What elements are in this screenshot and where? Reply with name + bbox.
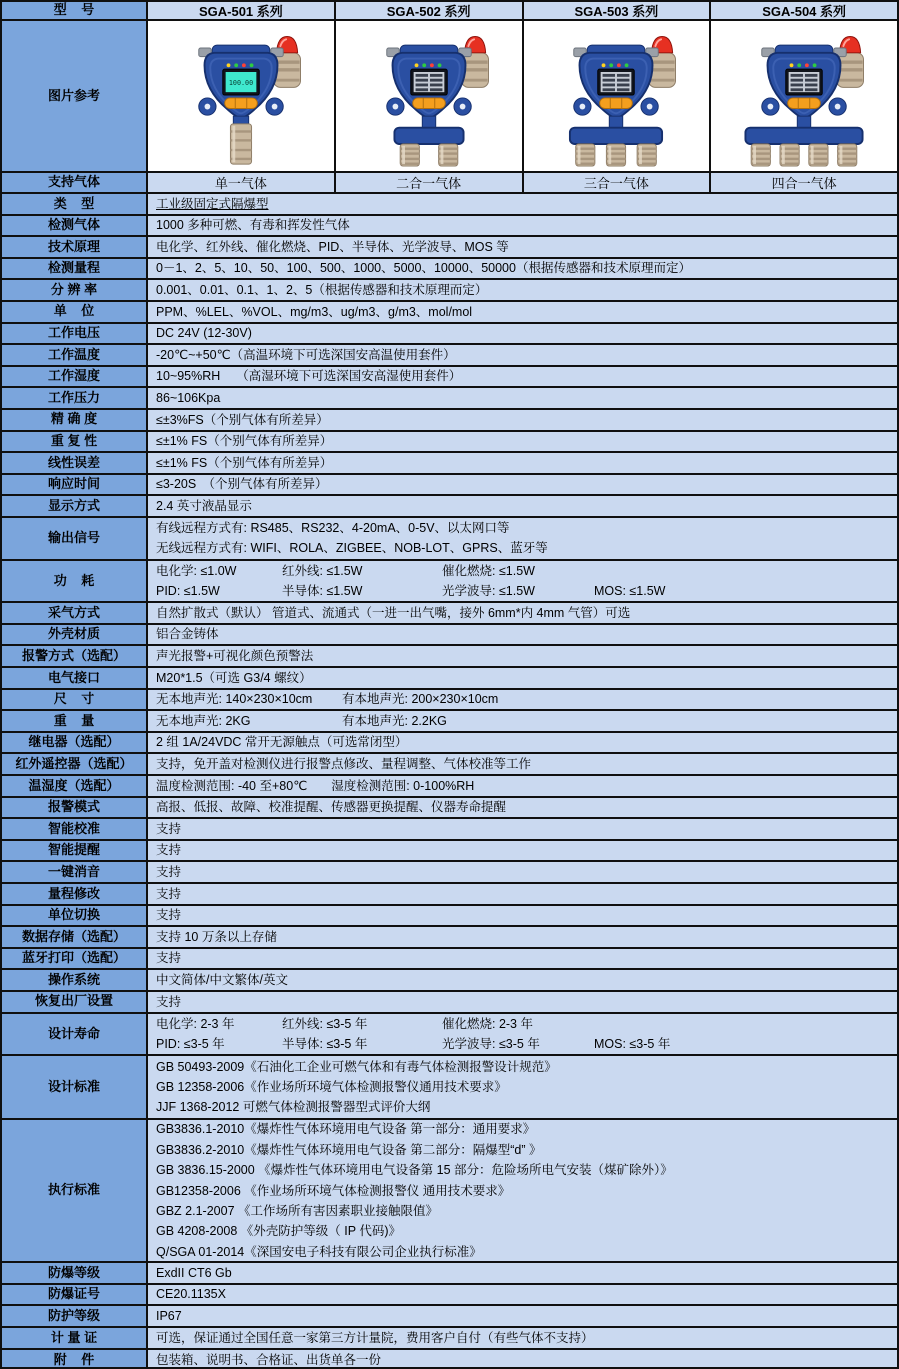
spec-value-segment: 光学波导: ≤3-5 年 xyxy=(442,1036,540,1051)
spec-value-line xyxy=(156,1328,897,1348)
spec-value-line xyxy=(156,1306,897,1326)
device-buttons-icon xyxy=(788,98,821,109)
spec-value xyxy=(148,216,897,236)
spec-value-line xyxy=(156,1263,897,1283)
manifold-icon xyxy=(746,128,863,144)
spec-label: 蓝牙打印（选配） xyxy=(2,949,148,969)
spec-row-16 xyxy=(2,561,897,604)
device-image-sga-502 xyxy=(336,21,524,171)
model-name-sga-504: SGA-504 系列 xyxy=(711,2,897,19)
sensor-head-icon xyxy=(751,144,770,166)
spec-value-segment: 催化燃烧: ≤1.5W xyxy=(442,563,535,578)
spec-value-segment: IP67 xyxy=(156,1309,182,1324)
spec-label: 温湿度（选配） xyxy=(2,776,148,796)
spec-label: 工作电压 xyxy=(2,324,148,344)
spec-label: 数据存储（选配） xyxy=(2,927,148,947)
spec-value-line xyxy=(156,345,897,365)
spec-label: 量程修改 xyxy=(2,884,148,904)
spec-value xyxy=(148,970,897,990)
spec-row-25 xyxy=(2,776,897,798)
spec-row-29 xyxy=(2,862,897,884)
spec-value xyxy=(148,690,897,710)
spec-value xyxy=(148,625,897,645)
device-buttons-icon xyxy=(225,98,258,109)
spec-label: 报警方式（选配） xyxy=(2,646,148,666)
spec-value xyxy=(148,1285,897,1305)
spec-label: 一键消音 xyxy=(2,862,148,882)
spec-value-segment: GB12358-2006 《作业场所环境气体检测报警仪 通用技术要求》 xyxy=(156,1183,511,1198)
spec-row-43 xyxy=(2,1350,897,1369)
spec-row-12 xyxy=(2,453,897,475)
spec-label: 附 件 xyxy=(2,1350,148,1369)
spec-value xyxy=(148,410,897,430)
spec-label: 工作压力 xyxy=(2,388,148,408)
spec-label: 功 耗 xyxy=(2,561,148,602)
spec-value-segment: 支持 10 万条以上存储 xyxy=(156,929,277,944)
spec-value-segment: 工业级固定式隔爆型 xyxy=(156,196,269,211)
spec-row-26 xyxy=(2,798,897,820)
spec-value-line xyxy=(156,561,897,581)
spec-value-line xyxy=(156,1014,897,1034)
spec-value-segment: ExdII CT6 Gb xyxy=(156,1265,232,1280)
screen-reading: 100.00 xyxy=(228,78,254,87)
spec-value-segment: PID: ≤1.5W xyxy=(156,583,220,598)
spec-value-segment: 电化学: ≤1.0W xyxy=(156,563,237,578)
spec-row-36 xyxy=(2,1014,897,1057)
spec-row-23 xyxy=(2,733,897,755)
spec-value-line xyxy=(156,216,897,236)
spec-value-line xyxy=(156,237,897,257)
spec-value-segment: 支持 xyxy=(156,886,182,901)
spec-row-9 xyxy=(2,388,897,410)
model-name-sga-502: SGA-502 系列 xyxy=(336,2,524,19)
spec-value-line xyxy=(156,1097,897,1117)
spec-value-line xyxy=(156,862,897,882)
spec-label: 技术原理 xyxy=(2,237,148,257)
spec-value xyxy=(148,1306,897,1326)
spec-row-27 xyxy=(2,819,897,841)
spec-value xyxy=(148,927,897,947)
spec-value-segment: 支持 xyxy=(156,908,182,923)
spec-value xyxy=(148,280,897,300)
spec-value-line xyxy=(156,690,897,710)
spec-label: 显示方式 xyxy=(2,496,148,516)
spec-row-1 xyxy=(2,216,897,238)
spec-value-segment: 支持，免开盖对检测仪进行报警点修改、量程调整、气体校准等工作 xyxy=(156,757,532,772)
spec-rows xyxy=(2,194,897,1369)
spec-value xyxy=(148,259,897,279)
spec-label: 采气方式 xyxy=(2,603,148,623)
spec-value xyxy=(148,367,897,387)
spec-value xyxy=(148,819,897,839)
spec-row-41 xyxy=(2,1306,897,1328)
spec-row-37 xyxy=(2,1056,897,1120)
spec-value-line xyxy=(156,1285,897,1305)
spec-value-line xyxy=(156,733,897,753)
spec-value-segment: 红外线: ≤3-5 年 xyxy=(282,1016,368,1031)
spec-value xyxy=(148,194,897,214)
spec-value-segment: ≤±1% FS（个别气体有所差异） xyxy=(156,434,333,449)
spec-value-line xyxy=(156,324,897,344)
spec-value-segment: 电化学: 2-3 年 xyxy=(156,1016,235,1031)
model-name-sga-503: SGA-503 系列 xyxy=(524,2,712,19)
spec-label: 设计寿命 xyxy=(2,1014,148,1055)
spec-value-segment: MOS: ≤1.5W xyxy=(594,583,666,598)
spec-label: 单 位 xyxy=(2,302,148,322)
spec-value-line xyxy=(156,1201,897,1221)
sensor-head-icon xyxy=(400,144,419,166)
spec-label: 执行标准 xyxy=(2,1120,148,1261)
spec-value xyxy=(148,432,897,452)
spec-value-line xyxy=(156,1120,897,1139)
spec-value-line xyxy=(156,302,897,322)
spec-row-19 xyxy=(2,646,897,668)
sensor-head-icon xyxy=(838,144,857,166)
spec-value-segment: 86~106Kpa xyxy=(156,390,221,405)
spec-row-11 xyxy=(2,432,897,454)
spec-label: 防护等级 xyxy=(2,1306,148,1326)
sensor-head-icon xyxy=(637,144,656,166)
spec-value-line xyxy=(156,432,897,452)
spec-row-17 xyxy=(2,603,897,625)
spec-label: 输出信号 xyxy=(2,518,148,559)
gas-row-label: 支持气体 xyxy=(2,173,148,192)
spec-value-line xyxy=(156,625,897,645)
spec-value-line xyxy=(156,992,897,1012)
sensor-head-icon xyxy=(438,144,457,166)
spec-value-line xyxy=(156,841,897,861)
spec-value-segment: GB 4208-2008 《外壳防护等级（ IP 代码)》 xyxy=(156,1224,401,1239)
spec-value-line xyxy=(156,367,897,387)
spec-label: 响应时间 xyxy=(2,475,148,495)
spec-label: 重 复 性 xyxy=(2,432,148,452)
spec-value-segment: GB 3836.15-2000 《爆炸性气体环境用电气设备第 15 部分：危险场所电气安装（煤矿除外）》 xyxy=(156,1163,673,1178)
gas-type-sga-502: 二合一气体 xyxy=(336,173,524,192)
spec-value-line xyxy=(156,646,897,666)
spec-value-segment: 可选，保证通过全国任意一家第三方计量院，费用客户自付（有些气体不支持） xyxy=(156,1330,594,1345)
spec-value-segment: GBZ 2.1-2007 《工作场所有害因素职业接触限值》 xyxy=(156,1203,438,1218)
spec-value xyxy=(148,1350,897,1369)
spec-value-segment: GB3836.1-2010《爆炸性气体环境用电气设备 第一部分：通用要求》 xyxy=(156,1122,536,1137)
spec-row-2 xyxy=(2,237,897,259)
spec-value-line xyxy=(156,1057,897,1077)
spec-value xyxy=(148,711,897,731)
spec-value xyxy=(148,862,897,882)
spec-value-line xyxy=(156,259,897,279)
manifold-icon xyxy=(570,128,662,144)
device-buttons-icon xyxy=(412,98,445,109)
spec-value-segment: ≤±1% FS（个别气体有所差异） xyxy=(156,455,333,470)
device-image-sga-503 xyxy=(524,21,712,171)
spec-value xyxy=(148,603,897,623)
spec-value-line xyxy=(156,538,897,558)
spec-row-20 xyxy=(2,668,897,690)
spec-value-line xyxy=(156,280,897,300)
device-image-sga-501 xyxy=(148,21,336,171)
spec-value xyxy=(148,841,897,861)
spec-value-segment: JJF 1368-2012 可燃气体检测报警器型式评价大纲 xyxy=(156,1100,431,1115)
spec-row-35 xyxy=(2,992,897,1014)
spec-value-segment: 无本地声光: 140×230×10cm xyxy=(156,692,313,707)
spec-row-40 xyxy=(2,1285,897,1307)
spec-value-segment: 催化燃烧: 2-3 年 xyxy=(442,1016,533,1031)
spec-value-segment: ≤3-20S （个别气体有所差异） xyxy=(156,477,328,492)
spec-label: 操作系统 xyxy=(2,970,148,990)
spec-label: 工作湿度 xyxy=(2,367,148,387)
spec-value-line xyxy=(156,1242,897,1261)
spec-row-0 xyxy=(2,194,897,216)
spec-value-line xyxy=(156,754,897,774)
sensor-head-icon xyxy=(809,144,828,166)
spec-value-line xyxy=(156,927,897,947)
spec-value-line xyxy=(156,884,897,904)
spec-value xyxy=(148,496,897,516)
spec-value xyxy=(148,884,897,904)
spec-value-line xyxy=(156,906,897,926)
spec-value-segment: 铝合金铸体 xyxy=(156,627,219,642)
spec-row-13 xyxy=(2,475,897,497)
spec-value xyxy=(148,345,897,365)
manifold-icon xyxy=(394,128,463,144)
spec-value-segment: 0.001、0.01、0.1、1、2、5（根据传感器和技术原理而定） xyxy=(156,282,488,297)
spec-value xyxy=(148,906,897,926)
spec-value xyxy=(148,798,897,818)
spec-row-38 xyxy=(2,1120,897,1263)
spec-row-42 xyxy=(2,1328,897,1350)
spec-value-segment: GB 50493-2009《石油化工企业可燃气体和有毒气体检测报警设计规范》 xyxy=(156,1059,557,1074)
spec-value-segment: 支持 xyxy=(156,821,182,836)
spec-value-line xyxy=(156,1181,897,1201)
sensor-head-icon xyxy=(607,144,626,166)
spec-label: 精 确 度 xyxy=(2,410,148,430)
spec-value-line xyxy=(156,475,897,495)
spec-row-39 xyxy=(2,1263,897,1285)
spec-label: 类 型 xyxy=(2,194,148,214)
spec-value-segment: 2 组 1A/24VDC 常开无源触点（可选常闭型） xyxy=(156,735,408,750)
spec-value-segment: GB3836.2-2010《爆炸性气体环境用电气设备 第二部分：隔爆型“d” 》 xyxy=(156,1142,542,1157)
spec-value xyxy=(148,949,897,969)
spec-label: 报警模式 xyxy=(2,798,148,818)
spec-row-33 xyxy=(2,949,897,971)
spec-label: 线性误差 xyxy=(2,453,148,473)
spec-value-segment: 光学波导: ≤1.5W xyxy=(442,583,535,598)
spec-label: 重 量 xyxy=(2,711,148,731)
spec-label: 红外遥控器（选配） xyxy=(2,754,148,774)
spec-value-line xyxy=(156,453,897,473)
spec-value-line xyxy=(156,518,897,538)
spec-row-6 xyxy=(2,324,897,346)
header-row xyxy=(2,2,897,21)
spec-value xyxy=(148,776,897,796)
spec-value-segment: 半导体: ≤3-5 年 xyxy=(282,1036,368,1051)
spec-row-21 xyxy=(2,690,897,712)
spec-value-line xyxy=(156,194,897,214)
spec-value-segment: MOS: ≤3-5 年 xyxy=(594,1036,671,1051)
spec-value-line xyxy=(156,711,897,731)
spec-value-segment: Q/SGA 01-2014《深国安电子科技有限公司企业执行标准》 xyxy=(156,1244,482,1259)
spec-row-3 xyxy=(2,259,897,281)
spec-value-segment: 支持 xyxy=(156,951,182,966)
spec-row-34 xyxy=(2,970,897,992)
sensor-head-icon xyxy=(576,144,595,166)
spec-label: 恢复出厂设置 xyxy=(2,992,148,1012)
spec-row-14 xyxy=(2,496,897,518)
spec-label: 工作温度 xyxy=(2,345,148,365)
spec-value xyxy=(148,754,897,774)
spec-row-30 xyxy=(2,884,897,906)
spec-value xyxy=(148,475,897,495)
spec-value xyxy=(148,324,897,344)
spec-value xyxy=(148,1328,897,1348)
spec-value-segment: 1000 多种可燃、有毒和挥发性气体 xyxy=(156,218,350,233)
spec-value-line xyxy=(156,1140,897,1160)
sensor-head-icon xyxy=(780,144,799,166)
spec-value-line xyxy=(156,949,897,969)
spec-row-18 xyxy=(2,625,897,647)
spec-value-segment: 无本地声光: 2KG xyxy=(156,713,251,728)
spec-value-segment: 电化学、红外线、催化燃烧、PID、半导体、光学波导、MOS 等 xyxy=(156,239,509,254)
spec-value-segment: 无线远程方式有: WIFI、ROLA、ZIGBEE、NOB-LOT、GPRS、蓝牙等 xyxy=(156,541,548,556)
spec-value-segment: 支持 xyxy=(156,843,182,858)
spec-value-segment: 红外线: ≤1.5W xyxy=(282,563,363,578)
spec-row-7 xyxy=(2,345,897,367)
spec-label: 计 量 证 xyxy=(2,1328,148,1348)
spec-label: 设计标准 xyxy=(2,1056,148,1118)
spec-value-line xyxy=(156,1077,897,1097)
spec-label: 尺 寸 xyxy=(2,690,148,710)
spec-label: 检测量程 xyxy=(2,259,148,279)
spec-value xyxy=(148,992,897,1012)
spec-value-segment: 支持 xyxy=(156,994,182,1009)
spec-value-segment: 支持 xyxy=(156,865,182,879)
image-row-label: 图片参考 xyxy=(2,21,148,171)
spec-value xyxy=(148,388,897,408)
sensor-head-icon xyxy=(230,124,251,164)
spec-value-segment: 中文简体/中文繁体/英文 xyxy=(156,972,288,987)
spec-row-32 xyxy=(2,927,897,949)
spec-value-line xyxy=(156,581,897,601)
gas-type-sga-501: 单一气体 xyxy=(148,173,336,192)
spec-value-segment: M20*1.5（可选 G3/4 螺纹） xyxy=(156,670,312,685)
spec-value-segment: 10~95%RH （高湿环境下可选深国安高湿使用套件） xyxy=(156,369,462,384)
spec-value-line xyxy=(156,1350,897,1369)
model-name-sga-501: SGA-501 系列 xyxy=(148,2,336,19)
spec-value-segment: PID: ≤3-5 年 xyxy=(156,1036,225,1051)
spec-value-segment: CE20.1135X xyxy=(156,1287,226,1302)
spec-row-28 xyxy=(2,841,897,863)
spec-value-line xyxy=(156,668,897,688)
spec-value-line xyxy=(156,603,897,623)
spec-label: 继电器（选配） xyxy=(2,733,148,753)
spec-value-segment: 有线远程方式有: RS485、RS232、4-20mA、0-5V、以太网口等 xyxy=(156,520,510,535)
spec-value xyxy=(148,237,897,257)
spec-label: 电气接口 xyxy=(2,668,148,688)
spec-label: 分 辨 率 xyxy=(2,280,148,300)
spec-value-segment: 包装箱、说明书、合格证、出货单各一份 xyxy=(156,1353,382,1368)
spec-value xyxy=(148,1263,897,1283)
spec-value-segment: 温度检测范围: -40 至+80℃ xyxy=(156,778,308,793)
spec-value-segment: DC 24V (12-30V) xyxy=(156,326,252,341)
spec-row-4 xyxy=(2,280,897,302)
spec-label: 防爆证号 xyxy=(2,1285,148,1305)
spec-row-24 xyxy=(2,754,897,776)
spec-value-segment: 声光报警+可视化颜色预警法 xyxy=(156,649,314,664)
spec-value-segment: 高报、低报、故障、校准提醒、传感器更换提醒、仪器寿命提醒 xyxy=(156,800,507,815)
spec-value-segment: 有本地声光: 2.2KG xyxy=(342,713,447,728)
gas-type-sga-503: 三合一气体 xyxy=(524,173,712,192)
spec-value xyxy=(148,646,897,666)
spec-value-line xyxy=(156,1034,897,1054)
spec-value-line xyxy=(156,819,897,839)
device-buttons-icon xyxy=(600,98,633,109)
spec-row-10 xyxy=(2,410,897,432)
spec-row-15 xyxy=(2,518,897,561)
spec-row-22 xyxy=(2,711,897,733)
spec-value-segment: 自然扩散式（默认） 管道式、流通式（一进一出气嘴，接外 6mm*内 4mm 气管）可选 xyxy=(156,605,631,620)
spec-value-segment: 有本地声光: 200×230×10cm xyxy=(342,692,499,707)
device-image-sga-504 xyxy=(711,21,897,171)
spec-row-31 xyxy=(2,906,897,928)
spec-value-segment: -20℃~+50℃（高温环境下可选深国安高温使用套件） xyxy=(156,347,456,362)
spec-value-line xyxy=(156,496,897,516)
spec-value-segment: PPM、%LEL、%VOL、mg/m3、ug/m3、g/m3、mol/mol xyxy=(156,304,473,319)
spec-value xyxy=(148,1120,897,1261)
spec-label: 检测气体 xyxy=(2,216,148,236)
spec-value xyxy=(148,668,897,688)
spec-value-segment: 2.4 英寸液晶显示 xyxy=(156,498,252,513)
spec-value-line xyxy=(156,1160,897,1180)
spec-value-line xyxy=(156,388,897,408)
spec-value-segment: 0－1、2、5、10、50、100、500、1000、5000、10000、50000（根据传感器和技术原理而定） xyxy=(156,261,691,276)
spec-value-line xyxy=(156,410,897,430)
gas-row xyxy=(2,173,897,194)
spec-value-segment: ≤±3%FS（个别气体有所差异） xyxy=(156,412,329,427)
spec-label: 防爆等级 xyxy=(2,1263,148,1283)
spec-value xyxy=(148,733,897,753)
spec-value xyxy=(148,518,897,559)
spec-label: 智能校准 xyxy=(2,819,148,839)
spec-row-8 xyxy=(2,367,897,389)
spec-value xyxy=(148,1056,897,1118)
spec-value-line xyxy=(156,776,897,796)
spec-value xyxy=(148,1014,897,1055)
spec-value xyxy=(148,302,897,322)
spec-value-segment: GB 12358-2006《作业场所环境气体检测报警仪通用技术要求》 xyxy=(156,1080,507,1095)
image-row xyxy=(2,21,897,173)
spec-value-line xyxy=(156,970,897,990)
spec-value-line xyxy=(156,798,897,818)
spec-value-segment: 半导体: ≤1.5W xyxy=(282,583,363,598)
spec-value xyxy=(148,561,897,602)
spec-label: 外壳材质 xyxy=(2,625,148,645)
spec-label: 单位切换 xyxy=(2,906,148,926)
spec-value xyxy=(148,453,897,473)
model-row-label: 型 号 xyxy=(2,2,148,19)
gas-type-sga-504: 四合一气体 xyxy=(711,173,897,192)
spec-row-5 xyxy=(2,302,897,324)
spec-label: 智能提醒 xyxy=(2,841,148,861)
spec-value-segment: 湿度检测范围: 0-100%RH xyxy=(331,778,475,793)
spec-value-line xyxy=(156,1221,897,1241)
